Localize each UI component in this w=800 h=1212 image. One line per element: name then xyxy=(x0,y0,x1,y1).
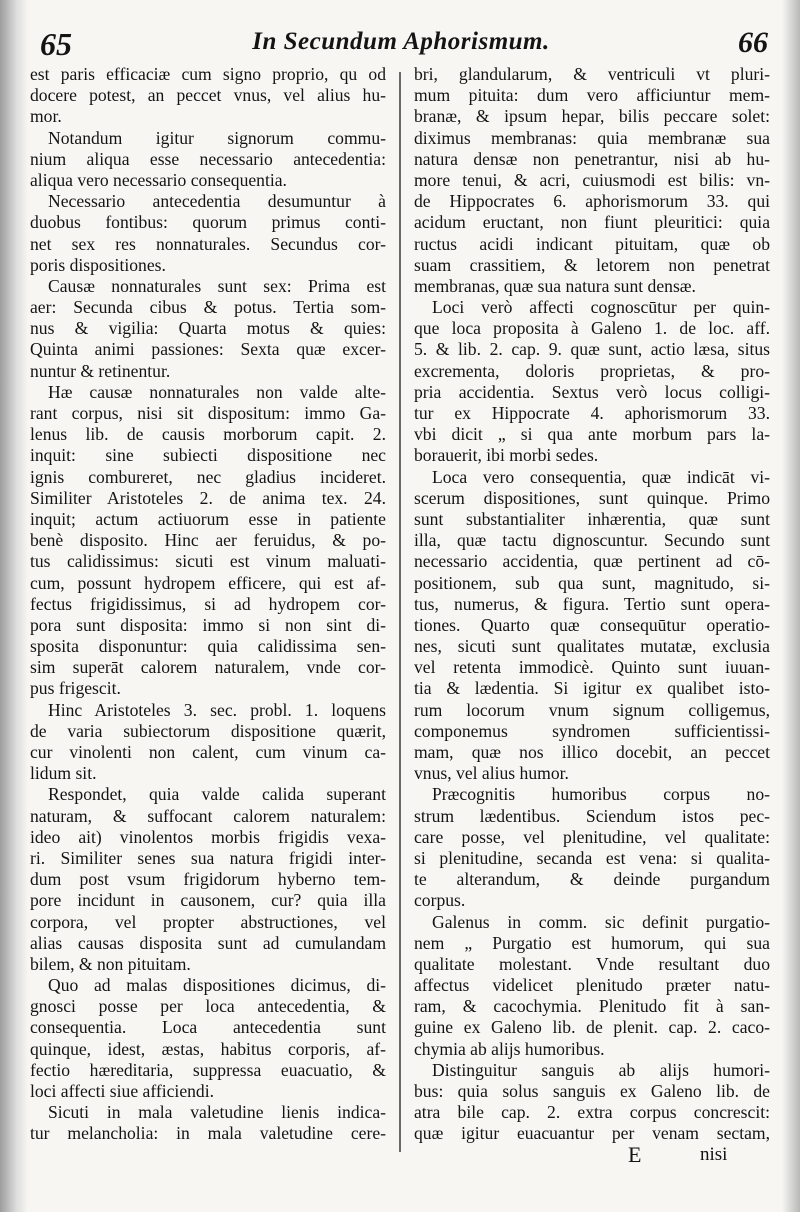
running-head xyxy=(30,24,772,64)
text-line: fectus frigidissimus, si ad hydropem cor- xyxy=(30,593,386,614)
text-line: cur vinolenti non calent, cum vinum ca- xyxy=(30,742,386,762)
text-line: de Hippocrates 6. aphorismorum 33. qui xyxy=(414,191,770,212)
left-column xyxy=(30,64,386,1145)
text-line: net sex res nonnaturales. Secundus cor- xyxy=(30,233,386,254)
page-number-right: 66 xyxy=(738,26,768,59)
text-line: ri. Similiter senes sua natura frigidi inter- xyxy=(30,847,386,868)
text-line: bilem, & non pituitam. xyxy=(30,953,191,974)
text-line: aer: Secunda cibus & potus. Tertia som- xyxy=(30,297,386,318)
text-line: Galenus in comm. sic definit purgatio- xyxy=(432,911,770,932)
text-line: branæ, & ipsum hepar, bilis peccare solet: xyxy=(414,106,770,127)
text-line: bri, glandularum, & ventriculi vt pluri- xyxy=(414,64,770,84)
text-line: rant corpus, nisi sit dispositum: immo Ga- xyxy=(30,403,386,423)
text-line: Similiter Aristoteles 2. de anima tex. 24. xyxy=(30,487,386,508)
text-line: excrementa, doloris proprietas, & pro- xyxy=(414,360,770,381)
text-line: Præcognitis humoribus corpus no- xyxy=(432,784,770,805)
text-line: docere potest, an peccet vnus, vel alius hu- xyxy=(30,85,386,106)
text-line: vnus, vel alius humor. xyxy=(414,763,569,784)
text-line: lenus lib. de causis morborum capit. 2. xyxy=(30,424,386,445)
text-line: tus, numerus, & figura. Tertio sunt opera- xyxy=(414,593,770,614)
text-line: illa, quæ tactu dignoscuntur. Secundo sunt xyxy=(414,530,770,551)
text-line: poris dispositiones. xyxy=(30,254,166,275)
text-line: nes, sicuti sunt qualitates mutatæ, exclusia xyxy=(414,636,770,657)
text-line: tus calidissimus: sicuti est vinum maluati- xyxy=(30,551,386,572)
text-line: mum pituita: dum vero afficiuntur mem- xyxy=(414,85,770,106)
text-line: componemus syndromen sufficientissi- xyxy=(414,720,770,741)
text-line: tur melancholia: in mala valetudine cere- xyxy=(30,1123,386,1144)
text-line: pora sunt disposita: immo si non sint di- xyxy=(30,614,386,635)
text-line: sim superāt calorem naturalem, vnde cor- xyxy=(30,657,386,678)
text-line: Quinta animi passiones: Sexta quæ excer- xyxy=(30,339,386,360)
text-line: vbi dicit „ si qua ante morbum pars la- xyxy=(414,424,770,445)
text-line: Necessario antecedentia desumuntur à xyxy=(48,191,386,212)
text-line: pus frigescit. xyxy=(30,678,121,699)
text-line: Notandum igitur signorum commu- xyxy=(48,127,386,148)
text-line: care posse, vel plenitudine, vel qualitate: xyxy=(414,826,770,847)
text-line: sposita disponuntur: quia calidissima sen- xyxy=(30,636,386,657)
text-line: cum, possunt hydropem efficere, qui est af- xyxy=(30,572,386,593)
text-line: guine ex Galeno lib. de plenit. cap. 2. caco- xyxy=(414,1017,770,1038)
text-line: benè disposito. Hinc aer feruidus, & po- xyxy=(30,530,386,551)
text-line: Quo ad malas dispositiones dicimus, di- xyxy=(48,975,386,996)
text-line: inquit: sine subiecti dispositione nec xyxy=(30,445,386,466)
running-title: In Secundum Aphorismum. xyxy=(252,28,550,55)
text-line: est paris efficaciæ cum signo proprio, qu od xyxy=(30,64,386,84)
text-line: Sicuti in mala valetudine lienis indica- xyxy=(48,1102,386,1123)
text-line: mam, quæ nos illico docebit, an peccet xyxy=(414,742,770,762)
column-divider xyxy=(399,72,401,1152)
text-line: bus: quia solus sanguis ex Galeno lib. de xyxy=(414,1081,770,1101)
text-line: ram, & cacochymia. Plenitudo fit à san- xyxy=(414,996,770,1017)
text-line: de varia subiectorum dispositione quærit, xyxy=(30,720,386,741)
text-line: natura densæ non penetrantur, nisi ab hu- xyxy=(414,148,770,169)
text-line: gnosci posse per loca antecedentia, & xyxy=(30,996,386,1017)
text-line: ideo ait) vinolentos morbis frigidis vexa- xyxy=(30,826,386,847)
text-line: diximus membranas: quia membranæ sua xyxy=(414,127,770,148)
text-line: que loca proposita à Galeno 1. de loc. aff. xyxy=(414,318,770,339)
text-line: Respondet, quia valde calida superant xyxy=(48,784,386,805)
text-line: corpora, vel propter abstructiones, vel xyxy=(30,911,386,932)
text-line: affectus videlicet plenitudo præter natu- xyxy=(414,975,770,996)
text-line: more tenui, & acri, cuiusmodi est bilis: vn- xyxy=(414,169,770,190)
text-line: pore incidunt in causonem, cur? quia illa xyxy=(30,890,386,911)
text-line: quinque, idest, æstas, habitus corporis, af- xyxy=(30,1038,386,1059)
text-line: Hinc Aristoteles 3. sec. probl. 1. loquens xyxy=(48,699,386,720)
text-line: dum post vsum frigidorum hyberno tem- xyxy=(30,869,386,890)
text-line: lidum sit. xyxy=(30,763,97,784)
text-line: suam crassitiem, & letorem non penetrat xyxy=(414,254,770,275)
page-number-left: 65 xyxy=(40,26,72,62)
text-line: rum locorum vnum signum colligemus, xyxy=(414,699,770,720)
text-line: consequentia. Loca antecedentia sunt xyxy=(30,1017,386,1038)
text-line: chymia ab alijs humoribus. xyxy=(414,1038,605,1059)
text-line: necessario accidentia, quæ pertinent ad cō- xyxy=(414,551,770,572)
text-line: nium aliqua esse necessario antecedentia: xyxy=(30,148,386,169)
text-line: Loci verò affecti cognoscūtur per quin- xyxy=(432,297,770,318)
catchword: nisi xyxy=(700,1144,728,1165)
text-line: pria accidentia. Sextus verò locus colligi- xyxy=(414,381,770,402)
text-line: aliqua vero necessario consequentia. xyxy=(30,169,287,190)
right-column xyxy=(414,64,770,1145)
text-line: duobus fontibus: quorum primus conti- xyxy=(30,212,386,233)
text-line: inquit; actum actiuorum esse in patiente xyxy=(30,508,386,529)
text-line: tia & lædentia. Si igitur ex qualibet isto- xyxy=(414,678,770,699)
text-line: nuntur & retinentur. xyxy=(30,360,171,381)
text-line: Loca vero consequentia, quæ indicāt vi- xyxy=(432,466,770,487)
text-line: Distinguitur sanguis ab alijs humori- xyxy=(432,1059,770,1080)
text-line: tur ex Hippocrate 4. aphorismorum 33. xyxy=(414,403,770,423)
text-line: atra bile cap. 2. extra corpus concrescit: xyxy=(414,1102,770,1123)
text-line: si plenitudine, secanda est vena: si qualita- xyxy=(414,847,770,868)
text-line: membranas, quæ sua natura sunt densæ. xyxy=(414,275,696,296)
text-line: mor. xyxy=(30,106,62,127)
text-line: loci affecti siue afficiendi. xyxy=(30,1081,215,1101)
text-line: nus & vigilia: Quarta motus & quies: xyxy=(30,318,386,339)
text-line: naturam, & suffocant calorem naturalem: xyxy=(30,805,386,826)
text-line: fectio hæreditaria, suppressa euacuatio, & xyxy=(30,1059,386,1080)
text-line: corpus. xyxy=(414,890,466,911)
text-line: te alterandum, & deinde purgandum xyxy=(414,869,770,890)
text-line: borauerit, ibi morbi sedes. xyxy=(414,445,599,466)
text-line: sunt substantialiter inhærentia, quæ sunt xyxy=(414,508,770,529)
text-line: ructus acidi indicant pituitam, quæ ob xyxy=(414,233,770,254)
text-line: qualitate molestant. Vnde resultant duo xyxy=(414,953,770,974)
text-line: ignis combureret, nec gladius incideret. xyxy=(30,466,386,487)
text-line: alias causas disposita sunt ad cumulandam xyxy=(30,932,386,953)
text-line: nem „ Purgatio est humorum, qui sua xyxy=(414,932,770,953)
text-line: strum lædentibus. Sciendum istos pec- xyxy=(414,805,770,826)
text-line: Causæ nonnaturales sunt sex: Prima est xyxy=(48,275,386,296)
text-line: Hæ causæ nonnaturales non valde alte- xyxy=(48,381,386,402)
text-line: acidum eructant, non fiunt pleuritici: quia xyxy=(414,212,770,233)
text-line: quæ igitur euacuantur per venam sectam, xyxy=(414,1123,770,1144)
text-line: positionem, sub qua sunt, magnitudo, si- xyxy=(414,572,770,593)
text-line: 5. & lib. 2. cap. 9. quæ sunt, actio læsa, situs xyxy=(414,339,770,360)
text-line: vel retenta immodicè. Quinto sunt iuuan- xyxy=(414,657,770,678)
text-line: scerum dispositiones, sunt quinque. Primo xyxy=(414,487,770,508)
text-line: tiones. Quarto quæ consequūtur operatio- xyxy=(414,614,770,635)
signature-mark: E xyxy=(628,1142,642,1167)
